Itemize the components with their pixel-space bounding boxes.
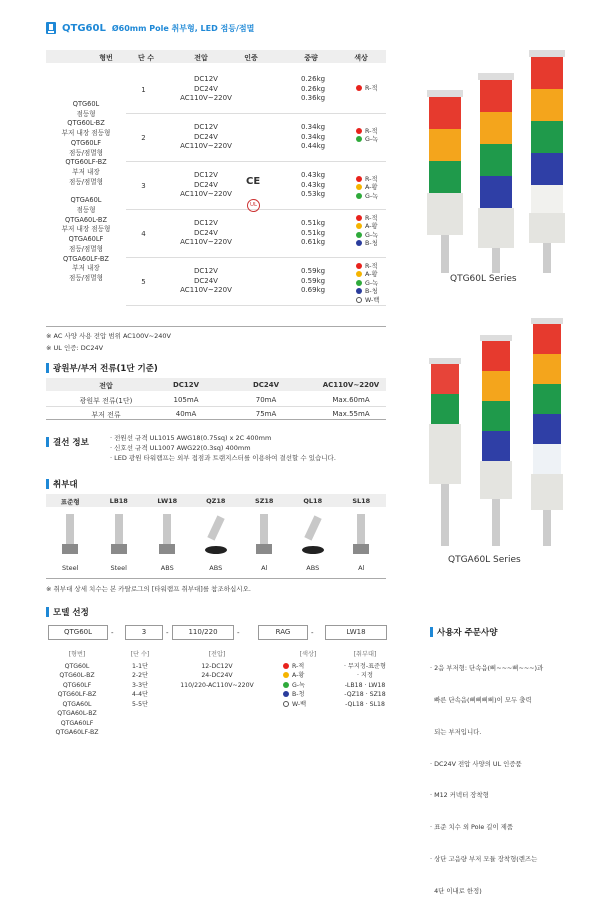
voltage-cell (161, 75, 251, 104)
color-label: A-황 (365, 184, 378, 192)
mount-type-name: QZ18 (206, 497, 226, 505)
mount-type-name: SL18 (352, 497, 371, 505)
select-model: QTG60L (64, 662, 90, 670)
select-color-label: A-황 (292, 672, 305, 679)
color-dot (356, 193, 362, 199)
qtg60l-series-label: QTG60L Series (450, 274, 517, 284)
current-row (46, 395, 386, 407)
select-col-head: [단 수] (130, 651, 150, 658)
wiring-section-title (46, 436, 89, 448)
select-color (283, 681, 333, 691)
select-box: 3 (125, 625, 163, 640)
weight-value: 0.69kg (301, 286, 326, 294)
mount-material: Al (358, 564, 365, 572)
mount-type-name: LB18 (109, 497, 128, 505)
weight-value: 0.51kg (301, 219, 326, 227)
mount-material: ABS (209, 564, 223, 572)
select-tier: 1-1단 (131, 662, 149, 670)
weight-value: 0.26kg (301, 84, 326, 93)
select-color-label: B-청 (292, 691, 305, 698)
note-ul: ※ UL 인증: DC24V (46, 344, 104, 352)
qtg60l-tower-image (415, 35, 590, 275)
tier-cell: 3 (141, 182, 146, 190)
color-label: A-황 (365, 223, 378, 231)
model-line: 점등/점멸형 (68, 244, 104, 253)
model-line: QTGA60L (70, 196, 102, 205)
model-line: QTG60LF-BZ (65, 158, 107, 167)
wiring-line: · LED 광원 타워램프는 외부 접점과 트랜지스터를 이용하여 결선할 수 있습니다. (110, 454, 336, 462)
model-line: 부저 내장 점등형 (61, 129, 111, 138)
voltage-cell (161, 171, 251, 200)
current-cell: 부저 전류 (91, 411, 121, 419)
weight-value: 0.61kg (301, 238, 326, 246)
current-cell: Max.55mA (332, 410, 370, 418)
select-col-head: [취부대] (353, 651, 377, 658)
model-title: QTG60L (62, 22, 106, 34)
color-label: B-청 (365, 240, 378, 248)
color-cell (356, 85, 396, 93)
wiring-lines (110, 433, 336, 463)
color-dot (356, 297, 362, 303)
current-cell: 105mA (173, 396, 199, 404)
section-marker (46, 479, 49, 489)
select-col-mount (340, 650, 390, 709)
color-item (356, 193, 396, 201)
voltage-value: DC24V (194, 132, 218, 141)
current-col-dc24: DC24V (252, 381, 280, 389)
color-dot (283, 691, 289, 697)
select-color (283, 671, 333, 681)
current-cell: 광원부 전류(1단) (79, 397, 133, 405)
weight-cell (301, 219, 341, 248)
custom-line: · 상단 고음량 부저 모듈 장착형(렌즈는 (430, 854, 538, 863)
wiring-line: · 신호선 규격 UL1007 AWG22(0.3sq) 400mm (110, 444, 251, 452)
custom-line: · M12 커넥터 장착형 (430, 791, 489, 800)
weight-cell (301, 123, 341, 152)
mount-bracket-icon (201, 512, 231, 557)
mount-section-title (46, 478, 78, 490)
spec-row (126, 258, 386, 306)
voltage-value: DC12V (194, 267, 218, 275)
color-dot (356, 263, 362, 269)
color-item (356, 297, 396, 305)
spec-row (126, 66, 386, 114)
select-color (283, 662, 333, 672)
model-line: 부저 내장 (72, 167, 100, 176)
voltage-value: DC24V (194, 228, 218, 237)
model-line: QTG60L-BZ (67, 119, 105, 128)
tier-cell: 5 (141, 278, 146, 286)
select-model: QTGA60LF (60, 719, 94, 727)
current-title: 광원부/부저 전류(1단 기준) (53, 364, 158, 374)
select-col-volt (172, 650, 262, 690)
select-color-label: G-녹 (292, 681, 306, 689)
custom-line: 빠른 단속음(삐삐삐삐)이 모두 출력 (430, 695, 532, 704)
weight-cell (301, 267, 341, 296)
mount-type-name: 표준형 (60, 498, 80, 506)
lamp-icon (46, 22, 56, 34)
section-marker (430, 627, 433, 637)
voltage-value: DC24V (194, 276, 218, 285)
select-mount: · 지정 (357, 672, 373, 679)
current-cell: 70mA (255, 396, 277, 404)
select-color-label: W-백 (292, 700, 307, 708)
mount-bracket-icon (298, 512, 328, 557)
color-label: G-녹 (365, 231, 379, 239)
ul-mark: UL (247, 199, 260, 212)
mount-material: ABS (160, 564, 174, 572)
select-col-tier (115, 650, 165, 709)
color-item (356, 271, 396, 279)
color-cell (356, 215, 396, 249)
color-dot (356, 128, 362, 134)
color-dot (356, 223, 362, 229)
weight-cell (301, 75, 341, 104)
color-cell (356, 128, 396, 145)
color-item (356, 280, 396, 288)
color-dot (283, 672, 289, 678)
custom-line: 4단 이내로 한정) (430, 886, 482, 895)
mount-note: ※ 취부대 상세 치수는 본 카탈로그의 [타워램프 취부대]를 참조하십시오. (46, 585, 251, 593)
select-model: QTG60LF-BZ (57, 691, 97, 698)
color-item (356, 288, 396, 296)
col-tier: 단 수 (138, 54, 154, 62)
current-col-dc12: DC12V (172, 381, 200, 389)
mount-material: Al (261, 564, 268, 572)
select-model: QTGA60L (62, 700, 92, 708)
select-color-list (283, 662, 333, 710)
color-dot (356, 271, 362, 277)
color-label: A-황 (365, 271, 378, 279)
select-col-head: [형번] (68, 651, 86, 658)
color-cell (356, 176, 396, 201)
col-voltage: 전압 (194, 54, 208, 62)
select-tier: 5-5단 (131, 700, 149, 708)
select-tier: 3-3단 (131, 681, 149, 689)
mount-bracket-icon (55, 512, 85, 557)
custom-line: · 표준 치수 외 Pole 길이 제품 (430, 823, 514, 832)
mount-bracket-icon (346, 512, 376, 557)
color-item (356, 240, 396, 248)
color-item (356, 85, 396, 93)
color-label: R-적 (365, 128, 378, 135)
mount-type-name: LW18 (157, 497, 178, 505)
voltage-value: AC110V~220V (180, 142, 232, 150)
model-line: QTGA60L-BZ (65, 215, 107, 224)
select-color (283, 690, 333, 700)
voltage-cell (161, 123, 251, 152)
color-item (356, 232, 396, 240)
model-line: QTG60LF (70, 138, 102, 147)
spec-row (126, 210, 386, 258)
model-line: 점등형 (76, 109, 96, 118)
select-separator: - (237, 629, 240, 637)
select-col-model (48, 650, 106, 738)
model-line: 점등/점멸형 (68, 177, 104, 186)
color-item (356, 184, 396, 192)
select-mount: · 무지정-표준형 (343, 662, 387, 670)
tier-cell: 1 (141, 86, 146, 94)
mount-type-name: SZ18 (255, 497, 274, 505)
weight-value: 0.59kg (301, 267, 326, 275)
page-header (46, 22, 254, 34)
model-line: 부저 내장 점등형 (61, 225, 111, 234)
model-line: 점등/점멸형 (68, 148, 104, 157)
spec-row (126, 114, 386, 162)
note-ac: ※ AC 사양 사용 전압 범위 AC100V~240V (46, 332, 171, 340)
current-col-label: 전압 (99, 382, 113, 390)
voltage-value: DC12V (194, 219, 218, 227)
color-label: R-적 (365, 215, 378, 222)
color-dot (356, 288, 362, 294)
select-color-label: R-적 (292, 662, 305, 670)
model-description: Ø60mm Pole 취부형, LED 점등/점멸 (111, 23, 255, 33)
current-table-header (46, 378, 386, 391)
select-tier: 4-4단 (131, 691, 149, 698)
mount-bracket-icon (104, 512, 134, 557)
color-label: R-적 (365, 263, 378, 270)
voltage-value: DC24V (194, 84, 218, 93)
color-dot (356, 184, 362, 190)
current-section-title (46, 362, 158, 374)
color-dot (356, 136, 362, 142)
mount-title: 취부대 (53, 480, 78, 490)
wiring-title: 결선 정보 (53, 438, 89, 448)
select-separator: - (166, 629, 169, 637)
select-col-head: [색상] (299, 651, 317, 658)
tier-cell: 4 (141, 230, 146, 238)
model-select-label: 모델 선정 (53, 608, 89, 618)
current-row (46, 408, 386, 420)
mount-material: Steel (62, 564, 79, 572)
col-weight: 중량 (304, 54, 318, 62)
color-cell (356, 263, 396, 305)
color-dot (356, 240, 362, 246)
color-label: G-녹 (365, 136, 379, 144)
wiring-line: · 전원선 규격 UL1015 AWG18(0.75sq) x 2C 400mm (110, 434, 272, 442)
color-item (356, 223, 396, 231)
voltage-cell (161, 267, 251, 296)
color-dot (356, 280, 362, 286)
select-mount: -QL18 · SL18 (345, 700, 385, 708)
weight-value: 0.44kg (301, 142, 326, 150)
select-volt: 24-DC24V (201, 672, 233, 679)
weight-value: 0.34kg (301, 123, 326, 131)
custom-section-title (430, 626, 497, 638)
current-cell: 40mA (175, 410, 197, 418)
custom-line: · DC24V 전압 사양의 UL 인증품 (430, 759, 522, 768)
model-line: 점등/점멸형 (68, 273, 104, 282)
mount-material: Steel (110, 564, 127, 572)
custom-line: 되는 부저입니다. (430, 727, 482, 736)
select-separator: - (311, 629, 314, 637)
select-model: QTG60L-BZ (59, 672, 95, 679)
model-select-title (46, 606, 89, 618)
mount-bracket-icon (152, 512, 182, 557)
model-name-column (46, 100, 126, 284)
weight-value: 0.53kg (301, 190, 326, 198)
color-dot (356, 176, 362, 182)
voltage-cell (161, 219, 251, 248)
model-line: 점등형 (76, 206, 96, 215)
col-model: 형번 (99, 54, 113, 62)
mount-type-name: QL18 (303, 497, 323, 505)
select-box: QTG60L (48, 625, 108, 640)
model-line: QTGA60LF (68, 235, 104, 244)
section-marker (46, 437, 49, 447)
color-label: B-청 (365, 288, 378, 296)
select-box: LW18 (325, 625, 387, 640)
select-box: RAG (258, 625, 308, 640)
voltage-value: AC110V~220V (180, 238, 232, 246)
weight-value: 0.51kg (301, 228, 326, 237)
select-model: QTGA60L-BZ (57, 710, 97, 717)
ce-mark: CE (246, 176, 261, 187)
section-marker (46, 363, 49, 373)
select-volt: 110/220-AC110V~220V (180, 681, 254, 689)
color-dot (356, 232, 362, 238)
voltage-value: AC110V~220V (180, 286, 232, 294)
color-label: R-적 (365, 176, 378, 183)
weight-value: 0.36kg (301, 94, 326, 102)
select-color (283, 700, 333, 710)
custom-lines (430, 642, 580, 907)
voltage-value: DC12V (194, 171, 218, 179)
select-model: QTGA60LF-BZ (55, 729, 99, 736)
qtga60l-series-label: QTGA60L Series (448, 555, 521, 565)
section-marker (46, 607, 49, 617)
weight-value: 0.59kg (301, 276, 326, 285)
color-label: R-적 (365, 85, 378, 92)
col-color: 색상 (354, 54, 368, 62)
color-dot (283, 663, 289, 669)
color-dot (283, 682, 289, 688)
color-label: G-녹 (365, 279, 379, 287)
voltage-value: DC24V (194, 180, 218, 189)
model-line: QTGA60LF-BZ (63, 254, 109, 263)
custom-title: 사용자 주문사양 (437, 628, 498, 638)
custom-line: · 2음 부저형: 단속음(삐~~~삐~~~)과 (430, 664, 544, 673)
select-model: QTG60LF (62, 681, 92, 689)
current-cell: Max.60mA (332, 396, 370, 404)
current-cell: 75mA (255, 410, 277, 418)
weight-value: 0.43kg (301, 171, 326, 179)
col-cert: 인증 (244, 54, 258, 62)
voltage-value: DC12V (194, 75, 218, 83)
voltage-value: DC12V (194, 123, 218, 131)
color-dot (356, 85, 362, 91)
color-dot (283, 701, 289, 707)
select-separator: - (111, 629, 114, 637)
mount-bracket-icon (249, 512, 279, 557)
weight-value: 0.26kg (301, 75, 326, 83)
weight-value: 0.34kg (301, 132, 326, 141)
color-dot (356, 215, 362, 221)
color-label: W-백 (365, 296, 380, 304)
select-volt: 12-DC12V (201, 662, 233, 670)
select-col-color (283, 650, 333, 709)
select-mount: -LB18 · LW18 (344, 681, 386, 689)
select-col-head: [전압] (208, 651, 226, 658)
color-item (356, 136, 396, 144)
mount-material: ABS (306, 564, 320, 572)
spec-table-header (46, 50, 386, 63)
color-label: G-녹 (365, 192, 379, 200)
current-col-ac: AC110V~220V (322, 381, 380, 389)
voltage-value: AC110V~220V (180, 94, 232, 102)
select-box: 110/220 (172, 625, 234, 640)
weight-value: 0.43kg (301, 180, 326, 189)
select-mount: -QZ18 · SZ18 (344, 691, 386, 698)
select-tier: 2-2단 (131, 672, 149, 679)
model-line: QTG60L (72, 100, 100, 108)
voltage-value: AC110V~220V (180, 190, 232, 198)
qtga60l-tower-image (415, 310, 590, 550)
tier-cell: 2 (141, 134, 146, 142)
model-line: 부저 내장 (72, 264, 100, 273)
weight-cell (301, 171, 341, 200)
